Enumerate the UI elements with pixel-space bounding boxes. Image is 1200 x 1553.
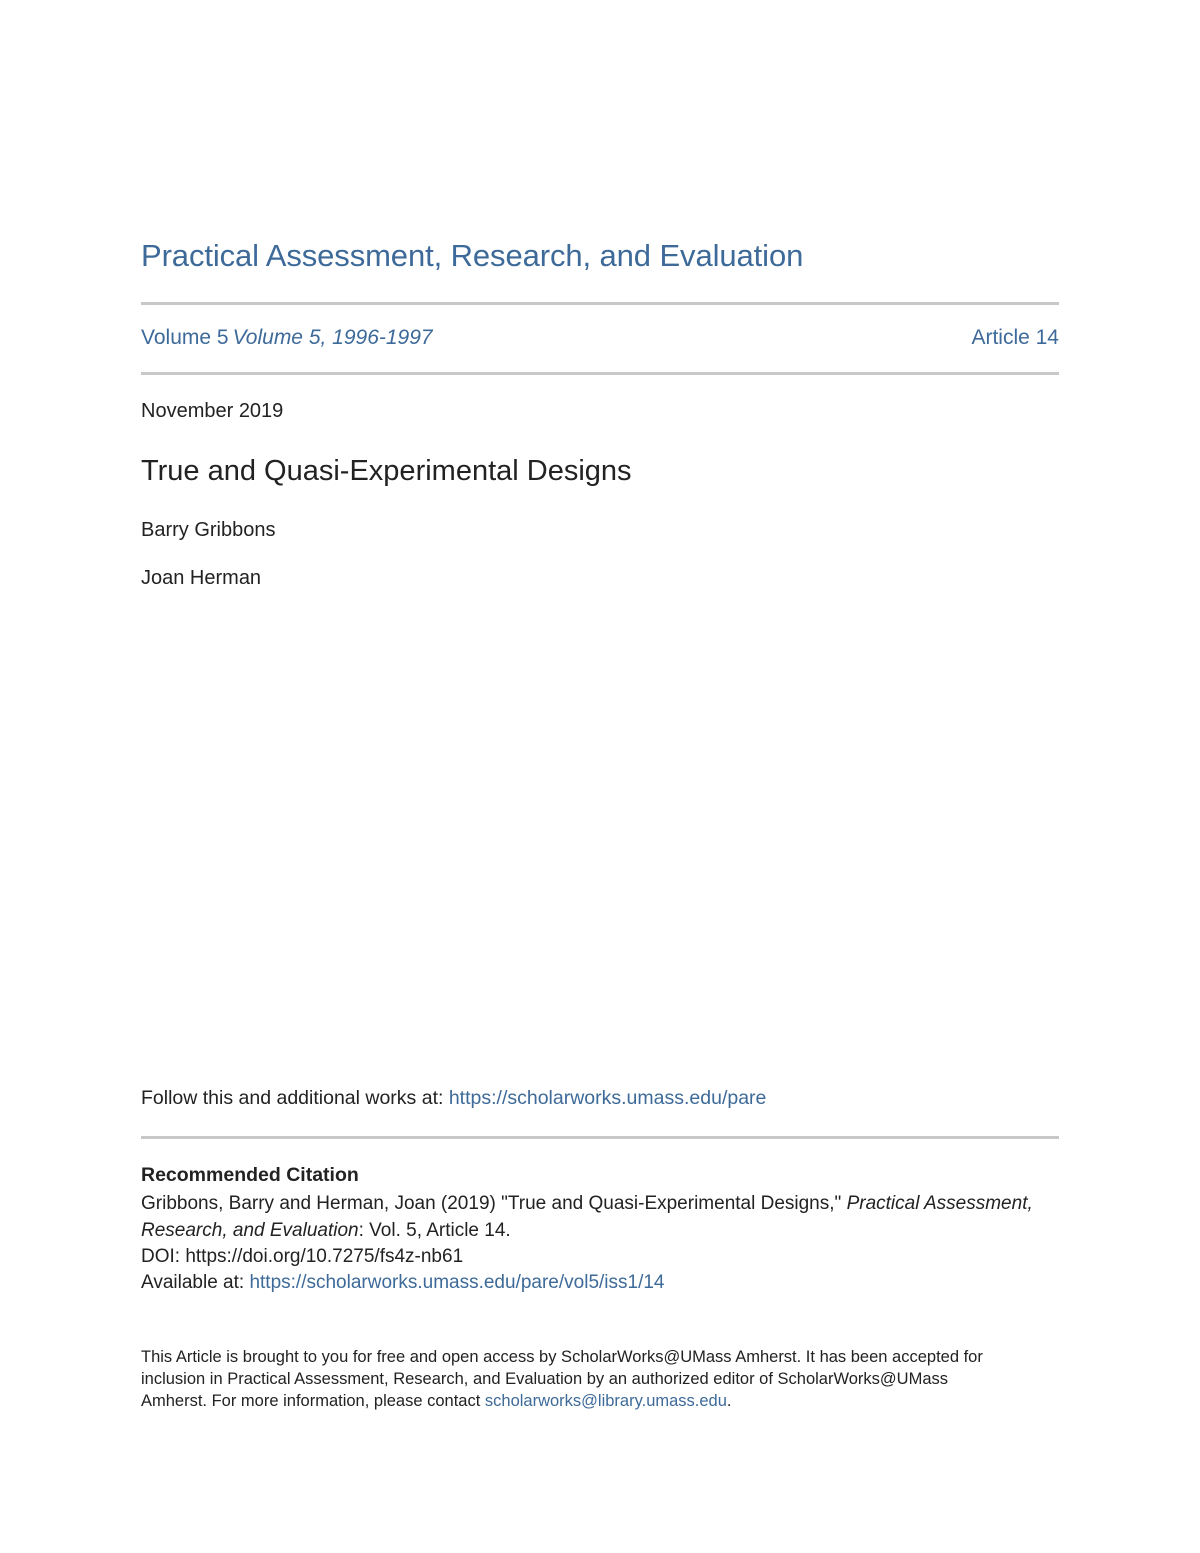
notice-line: This Article is brought to you for free and open access by ScholarWorks@UMass Amherst. It has been accepted for <box>141 1348 983 1366</box>
available-label: Available at: <box>141 1272 250 1293</box>
author-name: Joan Herman <box>141 567 262 589</box>
citation-available <box>141 1272 664 1294</box>
citation-journal: Practical Assessment, <box>846 1193 1033 1214</box>
article-number-link[interactable]: Article 14 <box>971 326 1059 349</box>
journal-title[interactable]: Practical Assessment, Research, and Evaluation <box>141 238 804 273</box>
publication-date: November 2019 <box>141 400 284 422</box>
divider-middle <box>141 372 1059 375</box>
citation-line <box>141 1193 1033 1215</box>
follow-line <box>141 1087 766 1110</box>
access-notice <box>141 1346 1059 1412</box>
collection-link[interactable]: https://scholarworks.umass.edu/pare <box>448 1087 767 1109</box>
article-title: True and Quasi-Experimental Designs <box>141 455 632 487</box>
divider-top <box>141 302 1059 305</box>
follow-label: Follow this and additional works at: <box>141 1087 449 1109</box>
citation-text: Gribbons, Barry and Herman, Joan (2019) "True and Quasi-Experimental Designs," <box>141 1193 847 1214</box>
volume-row <box>141 326 1059 350</box>
author-name: Barry Gribbons <box>141 519 276 541</box>
citation-heading: Recommended Citation <box>141 1164 359 1186</box>
divider-bottom <box>141 1136 1059 1139</box>
cover-page <box>141 0 1059 1553</box>
article-link[interactable]: https://scholarworks.umass.edu/pare/vol5/iss1/14 <box>249 1272 665 1293</box>
issue-link[interactable]: Volume 5, 1996-1997 <box>232 326 433 349</box>
citation-volume: : Vol. 5, Article 14. <box>358 1220 511 1241</box>
volume-link[interactable]: Volume 5 <box>141 326 229 349</box>
citation-journal: Research, and Evaluation <box>141 1220 359 1241</box>
contact-email-link[interactable]: scholarworks@library.umass.edu <box>484 1392 727 1410</box>
notice-line <box>141 1390 1059 1412</box>
notice-period: . <box>726 1392 732 1410</box>
notice-text: Amherst. For more information, please contact <box>141 1392 485 1410</box>
citation-doi: DOI: https://doi.org/10.7275/fs4z-nb61 <box>141 1246 464 1267</box>
notice-line: inclusion in Practical Assessment, Research, and Evaluation by an authorized editor of ScholarWorks@UMass <box>141 1370 948 1388</box>
citation-line <box>141 1220 511 1242</box>
